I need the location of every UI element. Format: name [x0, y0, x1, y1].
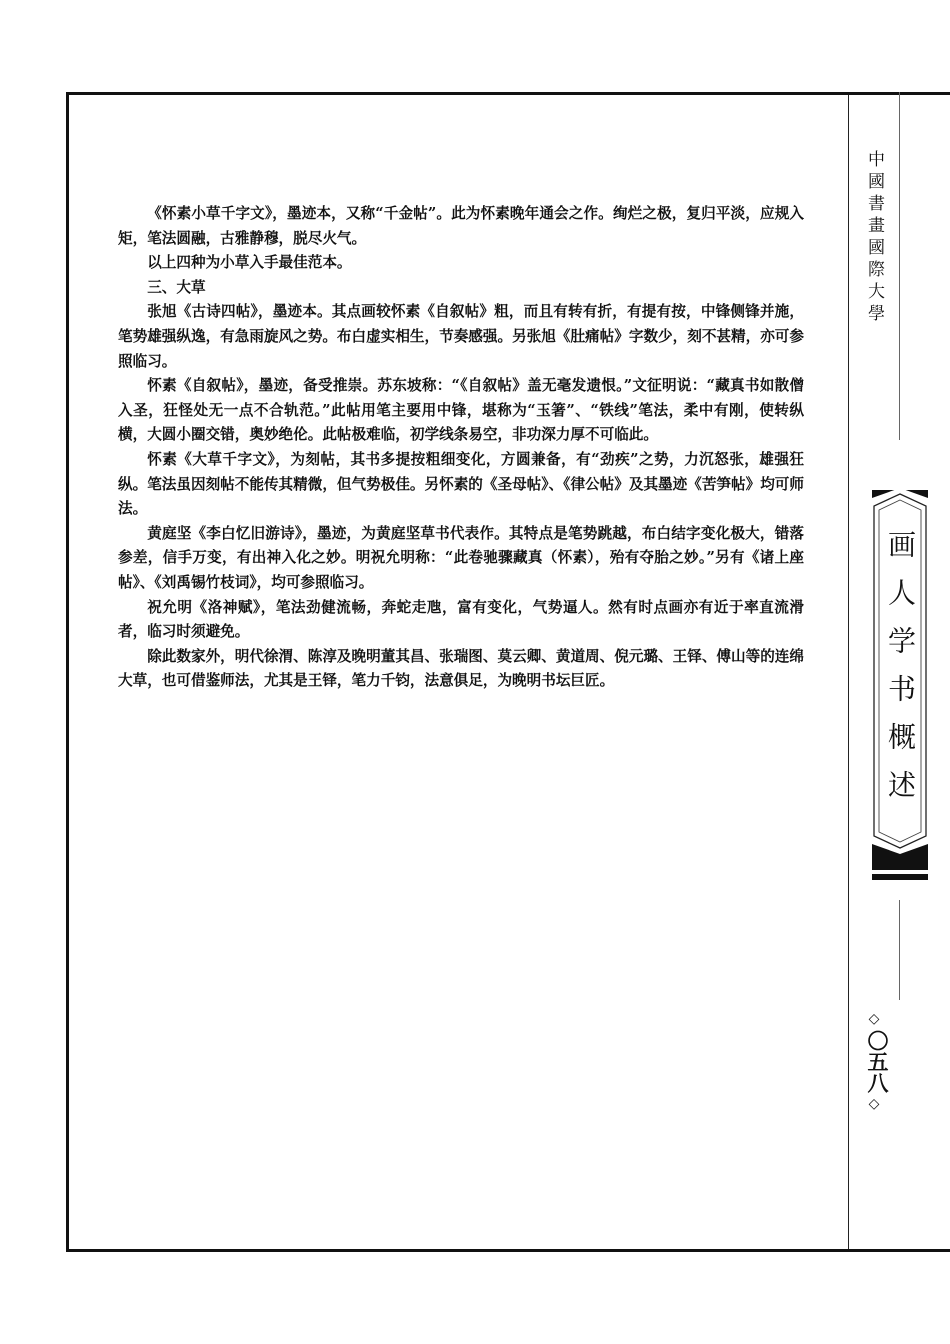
paragraph: 张旭《古诗四帖》，墨迹本。其点画较怀素《自叙帖》粗，而且有转有折，有提有按，中锋侧锋并施，笔势雄强纵逸，有急雨旋风之势。布白虚实相生，节奏感强。另张旭《肚痛帖》字数少，刻不甚精，亦可参照临习。 — [118, 303, 804, 370]
margin-rule-top — [899, 92, 900, 440]
paragraph: 《怀素小草千字文》，墨迹本，又称“千金帖”。此为怀素晚年通会之作。绚烂之极，复归平淡，应规入矩，笔法圆融，古雅静穆，脱尽火气。 — [118, 205, 804, 247]
page-number: 〇五八 — [865, 1030, 890, 1093]
series-title: 中國書畫國際大學 — [864, 150, 884, 326]
page-number-block — [862, 1010, 890, 1113]
paragraph: 黄庭坚《李白忆旧游诗》，墨迹，为黄庭坚草书代表作。其特点是笔势跳越，布白结字变化极大，错落参差，信手万变，有出神入化之妙。明祝允明称：“此卷驰骤藏真（怀素），殆有夺胎之妙。”另有《诸上座帖》、《刘禹锡竹枝词》，均可参照临习。 — [118, 524, 804, 591]
main-text — [118, 202, 804, 694]
paragraph: 怀素《自叙帖》，墨迹，备受推崇。苏东坡称：“《自叙帖》盖无毫发遗恨。”文征明说：“藏真书如散僧入圣，狂怪处无一点不合轨范。”此帖用笔主要用中锋，堪称为“玉箸”、“铁线”笔法，柔中有刚，使转纵横，大圆小圈交错，奥妙绝伦。此帖极难临，初学线条易空，非功深力厚不可临此。 — [118, 377, 804, 444]
margin-divider — [848, 95, 849, 1249]
paragraph: 除此数家外，明代徐渭、陈淳及晚明董其昌、张瑞图、莫云卿、黄道周、倪元璐、王铎、傅山等的连绵大草，也可借鉴师法，尤其是王铎，笔力千钧，法意俱足，为晚明书坛巨匠。 — [118, 647, 804, 690]
paragraph: 以上四种为小草入手最佳范本。 — [147, 254, 352, 272]
book-title: 画人学书概述 — [884, 530, 917, 818]
paragraph: 怀素《大草千字文》，为刻帖，其书多提按粗细变化，方圆兼备，有“劲疾”之势，力沉怒张，雄强狂纵。笔法虽因刻帖不能传其精微，但气势极佳。另怀素的《圣母帖》、《律公帖》及其墨迹《苦笋帖》均可师法。 — [118, 450, 804, 518]
margin-rule-bottom — [899, 900, 900, 1000]
diamond-icon: ◇ — [868, 1011, 880, 1027]
paragraph: 祝允明《洛神赋》，笔法劲健流畅，奔蛇走虺，富有变化，气势逼人。然有时点画亦有近于率直流滑者，临习时须避免。 — [118, 598, 804, 641]
diamond-icon: ◇ — [868, 1096, 880, 1112]
section-heading: 三、大草 — [147, 278, 206, 296]
